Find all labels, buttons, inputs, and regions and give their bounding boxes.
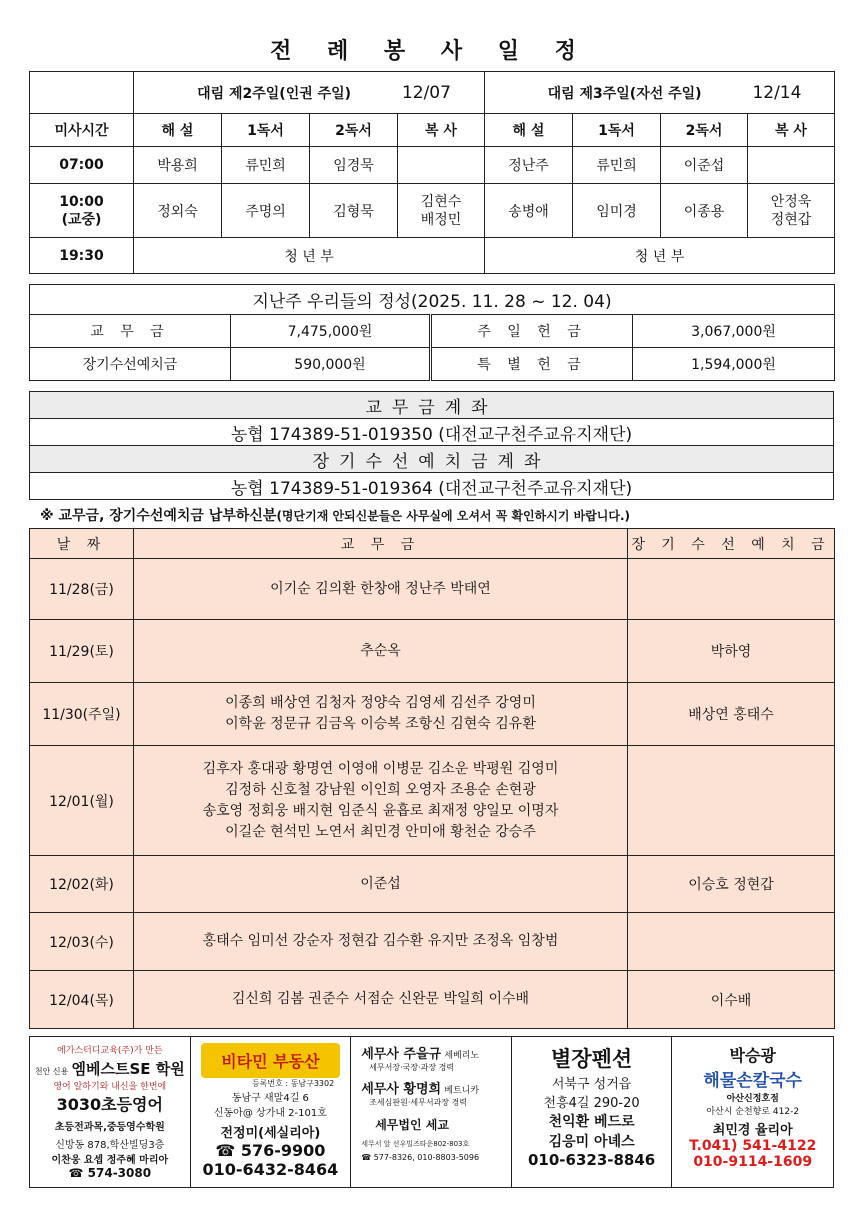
account-number: 농협 174389-51-019350 (대전교구천주교유지재단) — [30, 419, 834, 446]
ad-pension-address2: 천흥4길 290-20 — [543, 1096, 640, 1111]
ad-pension-person1: 천익환 베드로 — [548, 1114, 635, 1130]
ad-tax-baptism2: 베트니카 — [444, 1086, 480, 1096]
mass-time: 07:00 — [30, 147, 134, 184]
repair-names — [628, 559, 835, 620]
header-altar-server: 복 사 — [748, 114, 835, 147]
dues-names — [134, 683, 628, 746]
mass-time-note: (교중) — [61, 211, 102, 228]
payment-date: 11/28(금) — [30, 559, 134, 620]
payment-date: 11/30(주일) — [30, 683, 134, 746]
dues-names — [134, 746, 628, 856]
payment-date: 12/01(월) — [30, 746, 134, 856]
schedule-cell: 주명의 — [222, 184, 310, 238]
ad-academy-sub: 영어 알하기와 내신을 한번에 — [53, 1082, 167, 1092]
ad-tax-firm: 세무법인 세교 — [375, 1118, 449, 1132]
schedule-cell: 류민희 — [222, 147, 310, 184]
dues-names — [134, 913, 628, 971]
ad-realestate-person: 전정미(세실리아) — [220, 1126, 321, 1141]
offering-label: 주 일 헌 금 — [431, 315, 633, 348]
ad-academy-name2: 3030초등영어 — [56, 1095, 163, 1114]
header-reading-2: 2독서 — [310, 114, 398, 147]
header-reading-1: 1독서 — [222, 114, 310, 147]
ad-realestate-phone: ☎ 576-9900 — [215, 1141, 326, 1160]
ad-academy — [30, 1037, 191, 1187]
names-line: 이학윤 정문규 김금옥 이승복 조항신 김현숙 김유환 — [225, 716, 536, 732]
schedule-cell: 이준섭 — [661, 147, 748, 184]
account-title: 장기수선예치금계좌 — [30, 446, 834, 473]
ad-pension-name: 별장펜션 — [551, 1046, 633, 1071]
ad-academy-address: 신방동 878,학산빌딩3층 — [55, 1140, 165, 1151]
ad-pension — [512, 1037, 673, 1187]
ad-noodles-branch: 아산신정호점 — [726, 1094, 779, 1104]
offering-label: 특 별 헌 금 — [431, 348, 633, 381]
schedule-cell: 송병애 — [485, 184, 573, 238]
ad-banner — [29, 1036, 834, 1188]
repair-names: 배상연 홍태수 — [628, 683, 835, 746]
header-repair-deposit: 장 기 수 선 예 치 금 — [628, 529, 835, 559]
offering-title: 지난주 우리들의 정성(2025. 11. 28 ~ 12. 04) — [30, 285, 835, 315]
header-commentary: 해 설 — [134, 114, 222, 147]
mass-time — [30, 184, 134, 238]
ad-realestate-reg: 등록번호 : 동남구3302 — [251, 1079, 335, 1088]
ad-pension-person2: 김응미 아녜스 — [548, 1134, 635, 1150]
offering-table — [29, 284, 835, 381]
schedule-cell: 정외숙 — [134, 184, 222, 238]
schedule-cell: 정난주 — [485, 147, 573, 184]
names-line: 이길순 현석민 노연서 최민경 안미애 황천순 강승주 — [225, 823, 536, 840]
week-2-title — [485, 72, 835, 114]
header-reading-2: 2독서 — [661, 114, 748, 147]
corner-cell — [30, 72, 134, 114]
ad-realestate-name: 비타민 부동산 — [201, 1043, 341, 1078]
names-line: 김후자 홍대광 황명연 이영애 이병문 김소운 박평원 김영미 — [202, 760, 559, 777]
names-line: 이기순 김의환 한창애 정난주 박태연 — [270, 580, 491, 597]
ad-academy-people: 이찬웅 요셉 정주혜 마리아 — [51, 1155, 169, 1166]
dues-names — [134, 971, 628, 1029]
names-line: 이준섭 — [360, 875, 401, 892]
notice-detail: (명단기재 안되신분들은 사무실에 오셔서 꼭 확인하시기 바랍니다.) — [276, 509, 631, 523]
schedule-cell — [748, 184, 835, 238]
ad-academy-phone: ☎ 574-3080 — [68, 1166, 152, 1180]
repair-names: 이수배 — [628, 971, 835, 1029]
payment-date: 11/29(토) — [30, 620, 134, 683]
dues-names — [134, 620, 628, 683]
dues-names — [134, 559, 628, 620]
page-title: 전 례 봉 사 일 정 — [270, 39, 590, 64]
account-number: 농협 174389-51-019364 (대전교구천주교유지재단) — [30, 473, 834, 500]
week-2-date: 12/14 — [752, 82, 802, 103]
ad-pension-phone: 010-6323-8846 — [527, 1151, 656, 1169]
offering-value: 1,594,000원 — [633, 348, 835, 381]
server-name: 배정민 — [420, 211, 462, 228]
schedule-cell: 임경묵 — [310, 147, 398, 184]
names-line: 추순옥 — [360, 642, 401, 659]
ad-tax-name1: 세무사 주을규 — [361, 1047, 442, 1062]
ad-tax — [351, 1037, 512, 1187]
ad-academy-top: 에가스터디교육(주)가 만든 — [57, 1046, 163, 1056]
offering-label: 교 무 금 — [30, 315, 231, 348]
header-altar-server: 복 사 — [398, 114, 485, 147]
ad-tax-address: 세무서 앞 선우빌즈타운802-803호 — [361, 1140, 470, 1148]
ad-noodles-phone: 010-9114-1609 — [693, 1154, 813, 1170]
ad-noodles-owner: 박승광 — [729, 1046, 776, 1065]
schedule-cell: 류민희 — [573, 147, 661, 184]
names-line: 이종희 배상연 김청자 정양숙 김영세 김선주 강영미 — [225, 695, 536, 711]
schedule-cell — [748, 147, 835, 184]
ad-realestate-mobile: 010-6432-8464 — [202, 1160, 339, 1179]
schedule-cell: 이종용 — [661, 184, 748, 238]
server-name: 정현갑 — [770, 211, 812, 228]
header-reading-1: 1독서 — [573, 114, 661, 147]
ad-academy-line: 초등전과목,중등영수학원 — [54, 1122, 165, 1133]
ad-tax-desc1: 세무서장·국장·과장 경력 — [369, 1063, 455, 1072]
schedule-cell: 박용희 — [134, 147, 222, 184]
week-1-name: 대림 제2주일(인권 주일) — [197, 85, 352, 102]
ad-realestate-address: 동남구 새말4길 6 — [231, 1093, 309, 1104]
repair-names: 박하영 — [628, 620, 835, 683]
youth-group-cell: 청 년 부 — [485, 238, 835, 274]
repair-names — [628, 913, 835, 971]
account-table — [29, 391, 834, 500]
ad-pension-address: 서북구 성거읍 — [551, 1077, 632, 1092]
names-line: 송호영 정회웅 배지현 임준식 윤흡로 최재정 양일모 이명자 — [202, 802, 559, 819]
week-2-name: 대림 제3주일(자선 주일) — [547, 85, 702, 102]
account-title: 교무금계좌 — [30, 392, 834, 419]
ad-noodles — [672, 1037, 833, 1187]
ad-noodles-address: 아산시 순천향로 412-2 — [706, 1107, 800, 1117]
names-line: 김정하 신호철 강남원 이인희 오영자 조용순 손현광 — [225, 781, 536, 798]
notice-main: 교무금, 장기수선예치금 납부하신분 — [58, 508, 277, 524]
dues-names — [134, 856, 628, 913]
header-dues: 교 무 금 — [134, 529, 628, 559]
week-1-date: 12/07 — [401, 82, 451, 103]
mass-time-value: 10:00 — [59, 193, 104, 210]
offering-value: 590,000원 — [231, 348, 431, 381]
header-date: 날 짜 — [30, 529, 134, 559]
ad-realestate — [191, 1037, 352, 1187]
header-mass-time: 미사시간 — [30, 114, 134, 147]
repair-names: 이승호 정현갑 — [628, 856, 835, 913]
youth-group-cell: 청 년 부 — [134, 238, 485, 274]
ad-tax-name2: 세무사 황명희 — [361, 1082, 442, 1097]
server-name: 안정욱 — [770, 193, 812, 210]
offering-value: 7,475,000원 — [231, 315, 431, 348]
payment-date: 12/04(목) — [30, 971, 134, 1029]
ad-tax-phone: ☎ 577-8326, 010-8803-5096 — [361, 1153, 480, 1162]
server-name: 김현수 — [420, 193, 462, 210]
ad-tax-baptism1: 세베리노 — [444, 1051, 480, 1061]
ad-tax-desc2: 조세심판원·세무서과장 경력 — [369, 1098, 468, 1107]
payments-table — [29, 528, 835, 1029]
liturgy-schedule-table — [29, 71, 835, 274]
payment-date: 12/02(화) — [30, 856, 134, 913]
schedule-cell — [398, 184, 485, 238]
repair-names — [628, 746, 835, 856]
offering-label: 장기수선예치금 — [30, 348, 231, 381]
names-line: 김신희 김봄 권준수 서점순 신완문 박일희 이수배 — [231, 991, 530, 1007]
ad-noodles-tel: T.041) 541-4122 — [689, 1138, 817, 1154]
names-line: 홍태수 임미선 강순자 정현갑 김수환 유지만 조정옥 임창범 — [202, 933, 559, 949]
ad-academy-name: 엠베스트SE 학원 — [71, 1060, 185, 1078]
ad-noodles-person: 최민경 율리아 — [712, 1123, 793, 1138]
header-commentary: 해 설 — [485, 114, 573, 147]
offering-value: 3,067,000원 — [633, 315, 835, 348]
payment-date: 12/03(수) — [30, 913, 134, 971]
week-1-title — [134, 72, 485, 114]
ad-realestate-address2: 신동아@ 상가내 2-101호 — [213, 1108, 327, 1119]
schedule-cell: 김형묵 — [310, 184, 398, 238]
schedule-cell: 임미경 — [573, 184, 661, 238]
schedule-cell — [398, 147, 485, 184]
mass-time: 19:30 — [30, 238, 134, 274]
ad-noodles-name: 해물손칼국수 — [703, 1071, 802, 1091]
ad-academy-region: 천안 신용 — [34, 1067, 69, 1076]
payment-notice — [40, 505, 630, 525]
notice-mark: ※ — [40, 508, 54, 524]
